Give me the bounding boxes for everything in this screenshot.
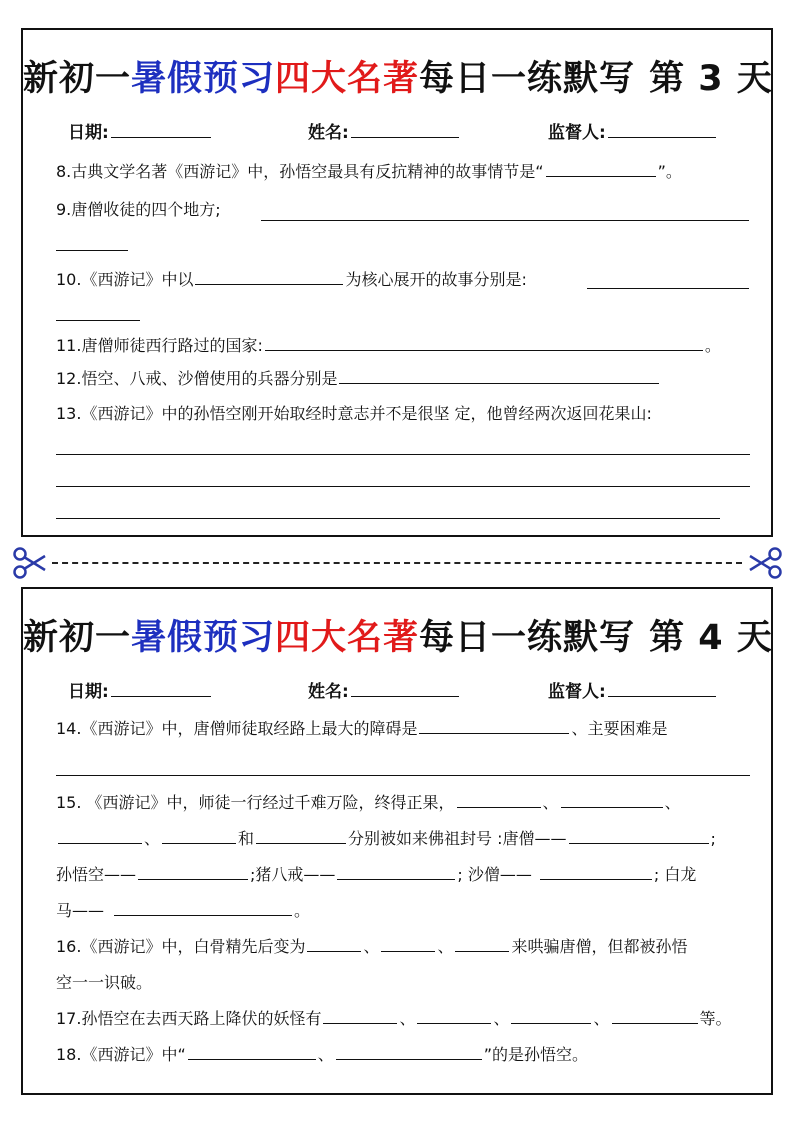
question-12 — [56, 367, 661, 391]
q17-sep: 、 — [493, 1009, 510, 1028]
q18-text: 18.《西游记》中“ — [56, 1045, 186, 1064]
q16-blank-1[interactable] — [307, 935, 361, 952]
q9-text: 9.唐僧收徒的四个地方; — [56, 200, 221, 219]
title-daily: 每日一练默写 — [419, 59, 636, 99]
title-daily: 每日一练默写 — [419, 618, 636, 658]
supervisor-field — [548, 677, 718, 702]
date-field — [68, 118, 213, 143]
cut-line — [52, 562, 742, 564]
q15-text-2: 分别被如来佛祖封号 :唐僧—— — [348, 829, 567, 848]
q13-line-2[interactable] — [56, 486, 750, 487]
q11-text: 11.唐僧师徒西行路过的国家: — [56, 336, 263, 355]
q11-end: 。 — [704, 336, 721, 355]
title-day-number: 第 3 天 — [649, 59, 773, 99]
question-15-line-3 — [56, 863, 696, 887]
q10-answer-blank[interactable] — [587, 288, 749, 289]
q18-sep: 、 — [317, 1045, 334, 1064]
q15-sunwukong: 孙悟空—— — [56, 865, 137, 884]
q15-text: 15. 《西游记》中，师徒一行经过千难万险，终得正果， — [56, 793, 455, 812]
q8-blank[interactable] — [546, 160, 656, 177]
supervisor-field — [548, 118, 718, 143]
q16-text-2: 来哄骗唐僧，但都被孙悟 — [511, 937, 688, 956]
date-field — [68, 677, 213, 702]
q15-sep: 、 — [664, 793, 681, 812]
q15-blank-4[interactable] — [162, 827, 236, 844]
meta-row-day4 — [23, 677, 771, 701]
supervisor-blank[interactable] — [608, 679, 716, 697]
question-9 — [56, 198, 221, 222]
name-blank[interactable] — [351, 120, 459, 138]
q17-sep: 、 — [593, 1009, 610, 1028]
question-11 — [56, 334, 721, 358]
title-day4 — [23, 615, 771, 661]
question-18 — [56, 1043, 588, 1067]
q9-blank[interactable] — [261, 220, 749, 221]
q14-text: 14.《西游记》中，唐僧师徒取经路上最大的障碍是 — [56, 719, 418, 738]
date-blank[interactable] — [111, 120, 211, 138]
q16-blank-2[interactable] — [381, 935, 435, 952]
meta-row-day3 — [23, 118, 771, 142]
q16-blank-3[interactable] — [455, 935, 509, 952]
q14-blank-2[interactable] — [56, 775, 750, 776]
supervisor-label: 监督人: — [548, 123, 606, 143]
q15-sep: ; — [710, 829, 716, 848]
question-15-line-4 — [56, 899, 310, 923]
q18-end: ”的是孙悟空。 — [483, 1045, 589, 1064]
question-13 — [56, 402, 652, 426]
title-day-number: 第 4 天 — [649, 618, 773, 658]
q17-text: 17.孙悟空在去西天路上降伏的妖怪有 — [56, 1009, 322, 1028]
name-field — [308, 677, 461, 702]
scissors-icon-right — [748, 546, 784, 580]
q16-sep: 、 — [363, 937, 380, 956]
q15-blank-zhubajie[interactable] — [337, 863, 455, 880]
question-16-line-2 — [56, 971, 152, 995]
question-14 — [56, 717, 667, 741]
date-blank[interactable] — [111, 679, 211, 697]
title-classics: 四大名著 — [275, 618, 420, 658]
scissors-icon-left — [11, 546, 47, 580]
q17-blank-1[interactable] — [323, 1007, 397, 1024]
q14-blank-1[interactable] — [419, 717, 569, 734]
q16-text-3: 空一一识破。 — [56, 973, 153, 992]
q11-blank[interactable] — [265, 334, 703, 351]
q15-blank-2[interactable] — [561, 791, 663, 808]
date-label: 日期: — [68, 123, 109, 143]
question-8 — [56, 160, 682, 184]
q13-line-3[interactable] — [56, 518, 720, 519]
name-blank[interactable] — [351, 679, 459, 697]
q16-text: 16.《西游记》中，白骨精先后变为 — [56, 937, 306, 956]
q15-bailong: ; 白龙 — [653, 865, 697, 884]
q16-sep: 、 — [437, 937, 454, 956]
q15-sep: 、 — [144, 829, 161, 848]
question-15-line-1 — [56, 791, 681, 815]
q15-blank-shaseng[interactable] — [540, 863, 652, 880]
title-day3 — [23, 56, 771, 102]
q15-blank-3[interactable] — [58, 827, 142, 844]
q17-sep: 、 — [399, 1009, 416, 1028]
q15-ma: 马—— — [56, 901, 105, 920]
q8-text: 8.古典文学名著《西游记》中，孙悟空最具有反抗精神的故事情节是“ — [56, 162, 544, 181]
q12-text: 12.悟空、八戒、沙僧使用的兵器分别是 — [56, 369, 338, 388]
q17-blank-2[interactable] — [417, 1007, 491, 1024]
q9-blank-cont[interactable] — [56, 250, 128, 251]
q13-text: 13.《西游记》中的孙悟空刚开始取经时意志并不是很坚 定，他曾经两次返回花果山: — [56, 404, 652, 423]
question-16-line-1 — [56, 935, 688, 959]
supervisor-label: 监督人: — [548, 682, 606, 702]
q15-blank-5[interactable] — [256, 827, 346, 844]
q13-line-1[interactable] — [56, 454, 750, 455]
title-classics: 四大名著 — [275, 59, 420, 99]
date-label: 日期: — [68, 682, 109, 702]
q15-blank-bailongma[interactable] — [114, 899, 292, 916]
q15-blank-tangseng[interactable] — [569, 827, 709, 844]
name-field — [308, 118, 461, 143]
q15-end: 。 — [294, 901, 311, 920]
name-label: 姓名: — [308, 123, 349, 143]
supervisor-blank[interactable] — [608, 120, 716, 138]
question-17 — [56, 1007, 732, 1031]
question-10 — [56, 268, 527, 292]
worksheet-day4 — [21, 587, 773, 1095]
q15-shaseng: ; 沙僧—— — [457, 865, 532, 884]
q8-end: ”。 — [657, 162, 682, 181]
q14-text-2: 、主要困难是 — [571, 719, 668, 738]
q15-sep: 、 — [542, 793, 559, 812]
q17-end: 等。 — [699, 1009, 732, 1028]
title-summer: 暑假预习 — [131, 618, 276, 658]
name-label: 姓名: — [308, 682, 349, 702]
q10-text: 10.《西游记》中以 — [56, 270, 194, 289]
q17-blank-4[interactable] — [612, 1007, 698, 1024]
title-prefix: 新初一 — [23, 618, 132, 658]
title-summer: 暑假预习 — [131, 59, 276, 99]
q15-zhubajie: ;猪八戒—— — [250, 865, 336, 884]
title-prefix: 新初一 — [23, 59, 132, 99]
q15-blank-sunwukong[interactable] — [138, 863, 248, 880]
q10-blank[interactable] — [195, 268, 343, 285]
worksheet-day3 — [21, 28, 773, 537]
q10-answer-cont[interactable] — [56, 320, 140, 321]
q12-blank[interactable] — [339, 367, 659, 384]
q15-and: 和 — [238, 829, 255, 848]
question-15-line-2 — [56, 827, 716, 851]
q10-text-2: 为核心展开的故事分别是: — [345, 270, 527, 289]
q17-blank-3[interactable] — [511, 1007, 591, 1024]
q18-blank-1[interactable] — [188, 1043, 316, 1060]
q18-blank-2[interactable] — [336, 1043, 482, 1060]
q15-blank-1[interactable] — [457, 791, 541, 808]
